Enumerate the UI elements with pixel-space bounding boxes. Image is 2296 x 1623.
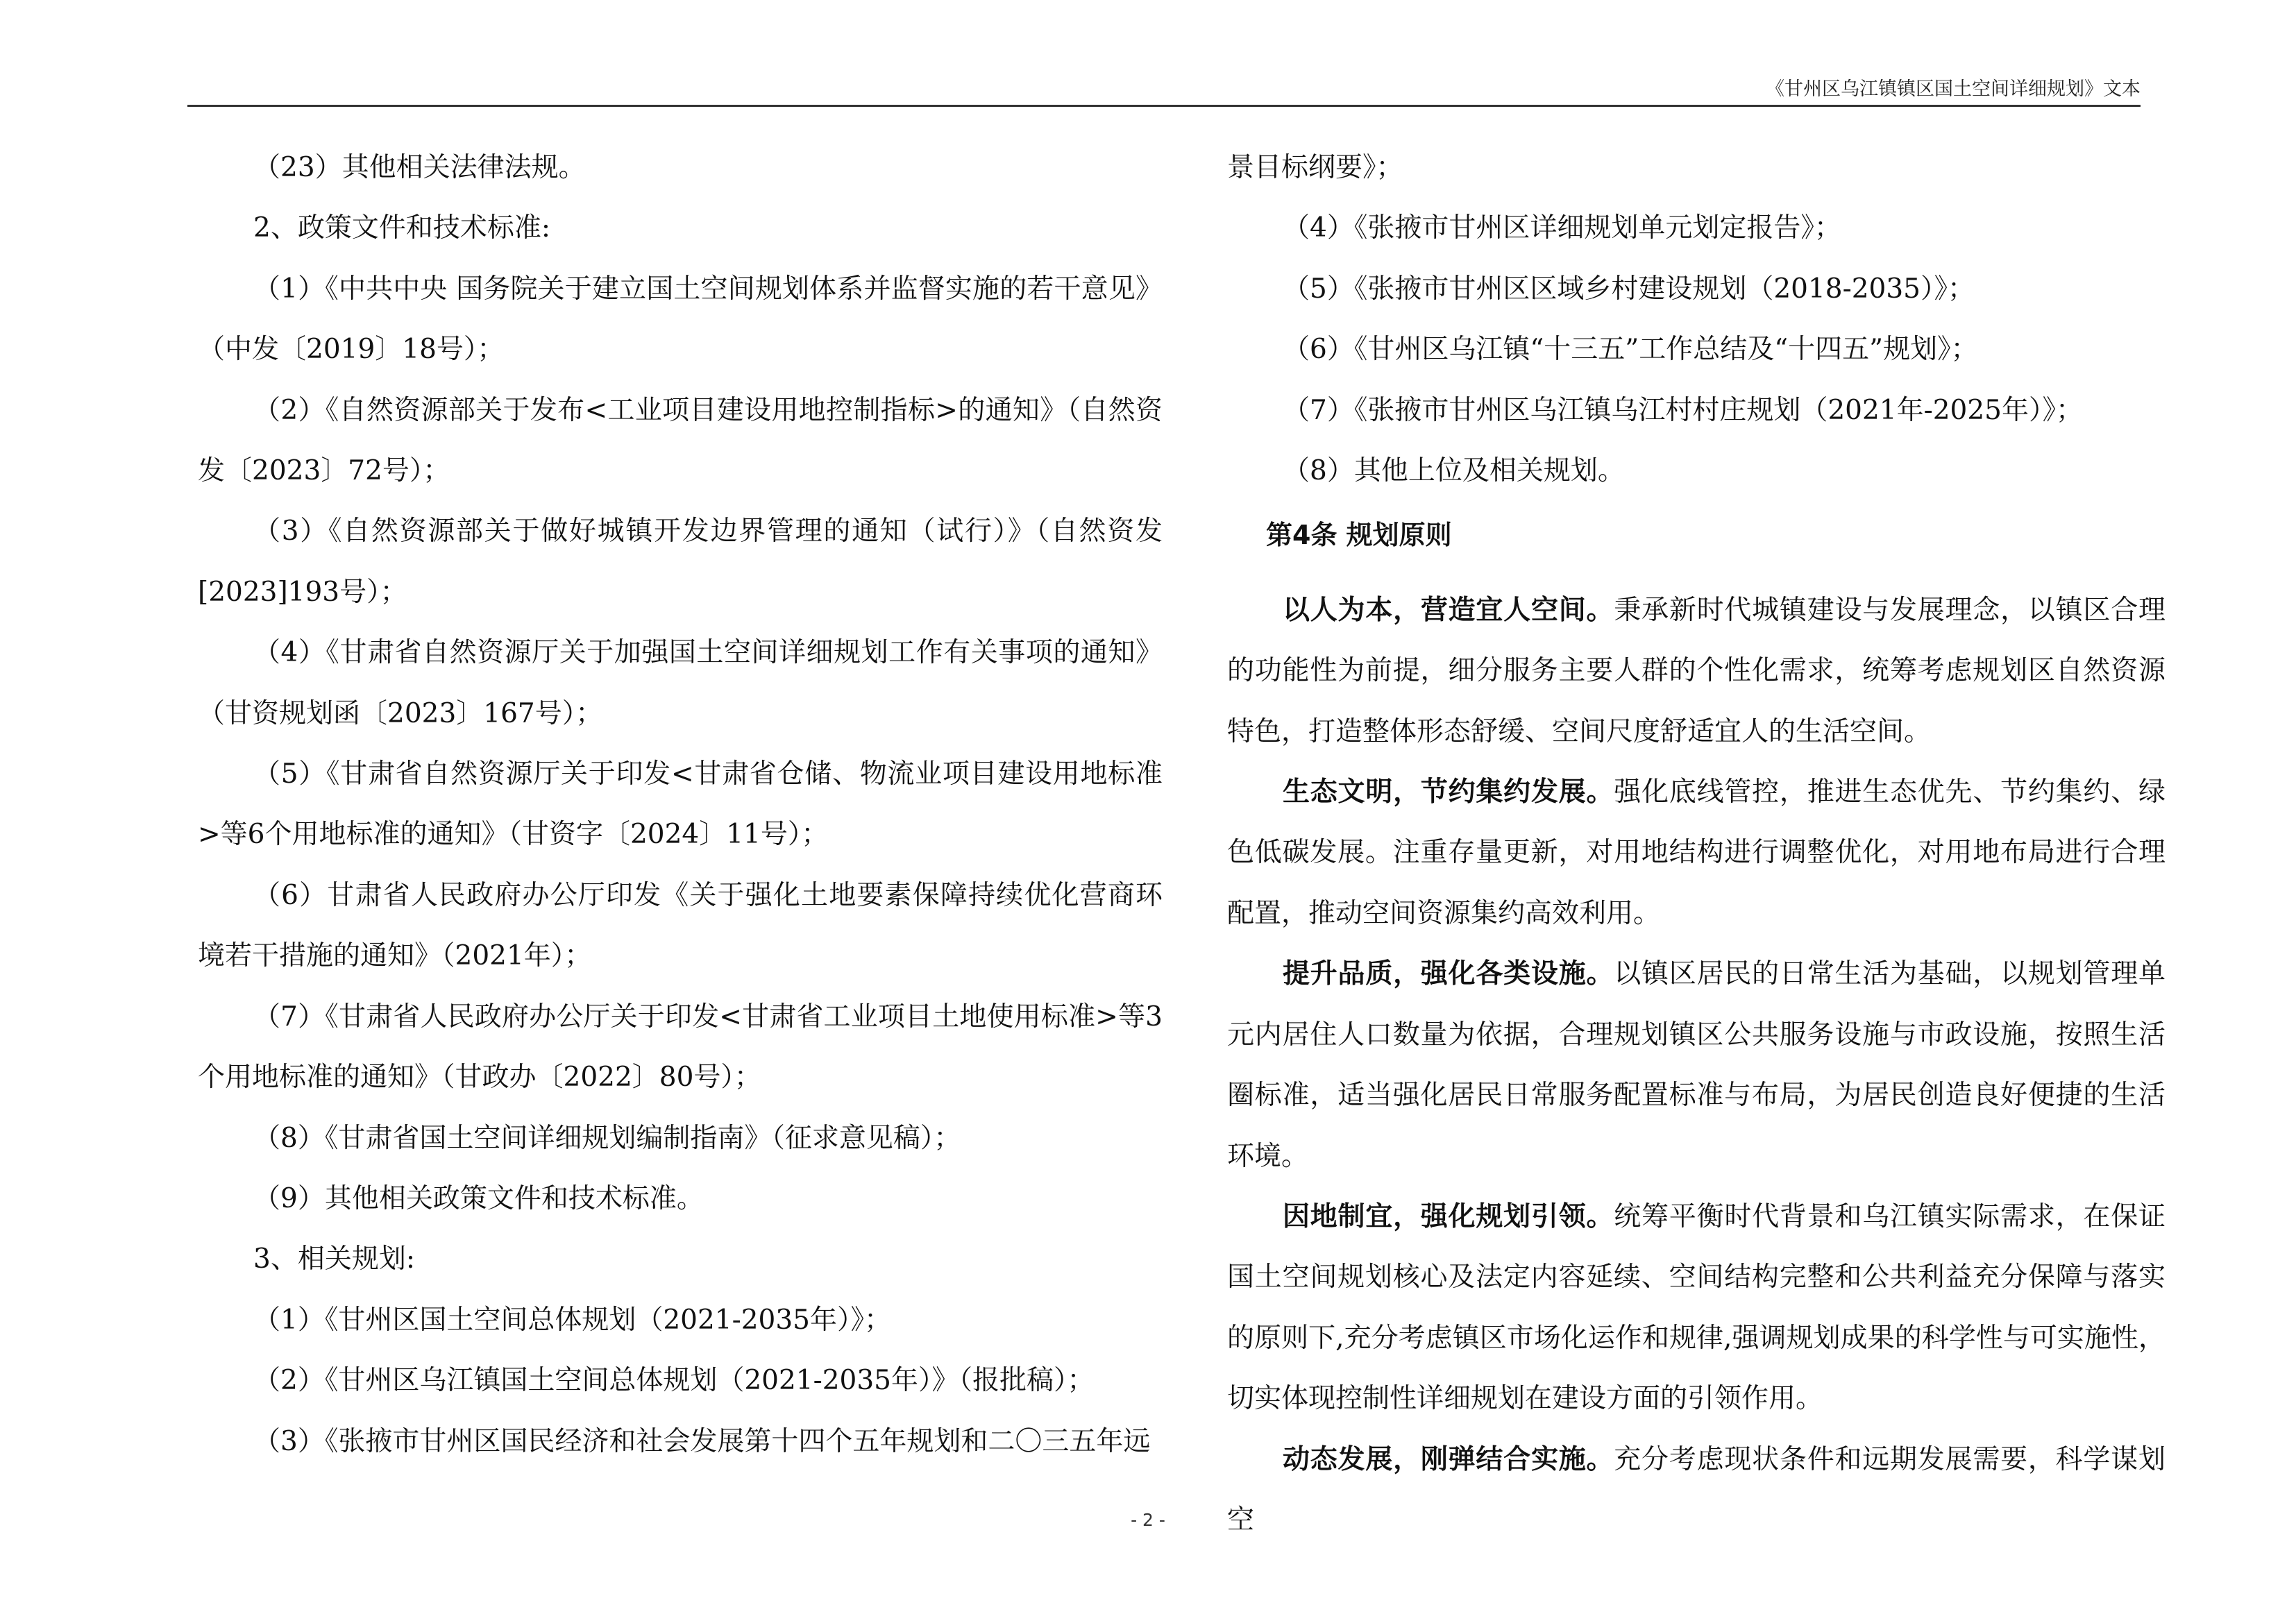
right-column [1227, 137, 2166, 1550]
list-item: （4）《甘肃省自然资源厅关于加强国土空间详细规划工作有关事项的通知》（甘资规划函〔2023〕167号）； [198, 637, 1163, 729]
principle-lead: 以人为本，营造宜人空间。 [1283, 593, 1614, 626]
principle-paragraph [1227, 762, 2166, 944]
principle-lead: 生态文明，节约集约发展。 [1283, 776, 1614, 808]
page-number: - 2 - [1131, 1510, 1165, 1530]
list-item-continuation: 景目标纲要》； [1227, 152, 1403, 183]
list-item: （5）《张掖市甘州区区域乡村建设规划（2018-2035）》； [1283, 273, 1975, 305]
list-item: （2）《自然资源部关于发布<工业项目建设用地控制指标>的通知》（自然资发〔2023〕72号）； [198, 394, 1163, 487]
paragraph: （23）其他相关法律法规。 [253, 152, 586, 183]
principle-paragraph [1227, 1187, 2166, 1429]
list-item: （8）其他上位及相关规划。 [1283, 455, 1625, 487]
subsection-title-related-plans: 3、相关规划: [253, 1243, 415, 1275]
list-item: （2）《甘州区乌江镇国土空间总体规划（2021-2035年）》（报批稿）； [253, 1365, 1095, 1397]
list-item: （7）《张掖市甘州区乌江镇乌江村村庄规划（2021年-2025年）》； [1283, 394, 2083, 426]
header-divider [187, 105, 2141, 107]
list-item: （3）《张掖市甘州区国民经济和社会发展第十四个五年规划和二〇三五年远 [253, 1425, 1151, 1457]
principle-text: 秉承新时代城镇建设与发展理念，以镇区合理的功能性为前提，细分服务主要人群的个性化需求，统筹考虑规划区自然资源特色，打造整体形态舒缓、空间尺度舒适宜人的生活空间。 [1227, 594, 2166, 747]
principle-text: 统筹平衡时代背景和乌江镇实际需求，在保证国土空间规划核心及法定内容延续、空间结构完整和公共利益充分保障与落实的原则下,充分考虑镇区市场化运作和规律,强调规划成果的科学性与可实施性，切实体现控制性详细规划在建设方面的引领作用。 [1227, 1200, 2166, 1415]
list-item: （9）其他相关政策文件和技术标准。 [253, 1182, 704, 1214]
list-item: （4）《张掖市甘州区详细规划单元划定报告》； [1283, 212, 1841, 244]
list-item: （6）甘肃省人民政府办公厅印发《关于强化土地要素保障持续优化营商环境若干措施的通知》（2021年）； [198, 879, 1163, 972]
subsection-title-policy: 2、政策文件和技术标准: [253, 212, 550, 244]
list-item: （6）《甘州区乌江镇“十三五”工作总结及“十四五”规划》； [1283, 334, 1978, 366]
list-item: （8）《甘肃省国土空间详细规划编制指南》（征求意见稿）； [253, 1122, 961, 1154]
running-header: 《甘州区乌江镇镇区国土空间详细规划》文本 [1766, 78, 2141, 100]
list-item: （5）《甘肃省自然资源厅关于印发<甘肃省仓储、物流业项目建设用地标准>等6个用地标准的通知》（甘资字〔2024〕11号）； [198, 758, 1163, 851]
principle-text: 强化底线管控，推进生态优先、节约集约、绿色低碳发展。注重存量更新，对用地结构进行调整优化，对用地布局进行合理配置，推动空间资源集约高效利用。 [1227, 776, 2166, 929]
principle-paragraph [1227, 944, 2166, 1187]
list-item: （3）《自然资源部关于做好城镇开发边界管理的通知（试行）》（自然资发[2023]193号）； [198, 516, 1163, 608]
principle-text: 以镇区居民的日常生活为基础，以规划管理单元内居住人口数量为依据，合理规划镇区公共服务设施与市政设施，按照生活圈标准，适当强化居民日常服务配置标准与布局，为居民创造良好便捷的生活环境。 [1227, 958, 2166, 1172]
principle-lead: 因地制宜，强化规划引领。 [1283, 1200, 1614, 1232]
principle-lead: 动态发展，刚弹结合实施。 [1283, 1443, 1614, 1475]
principle-paragraph [1227, 580, 2166, 762]
list-item: （1）《中共中央 国务院关于建立国土空间规划体系并监督实施的若干意见》（中发〔2019〕18号）； [198, 273, 1163, 366]
list-item: （1）《甘州区国土空间总体规划（2021-2035年）》； [253, 1304, 891, 1336]
left-column [198, 137, 1163, 1472]
section-heading: 第4条 规划原则 [1266, 520, 1452, 551]
principle-lead: 提升品质，强化各类设施。 [1283, 958, 1614, 990]
list-item: （7）《甘肃省人民政府办公厅关于印发<甘肃省工业项目土地使用标准>等3个用地标准的通知》（甘政办〔2022〕80号）； [198, 1001, 1163, 1094]
principle-text: 充分考虑现状条件和远期发展需要，科学谋划空 [1227, 1443, 2166, 1536]
principle-paragraph [1227, 1429, 2166, 1551]
